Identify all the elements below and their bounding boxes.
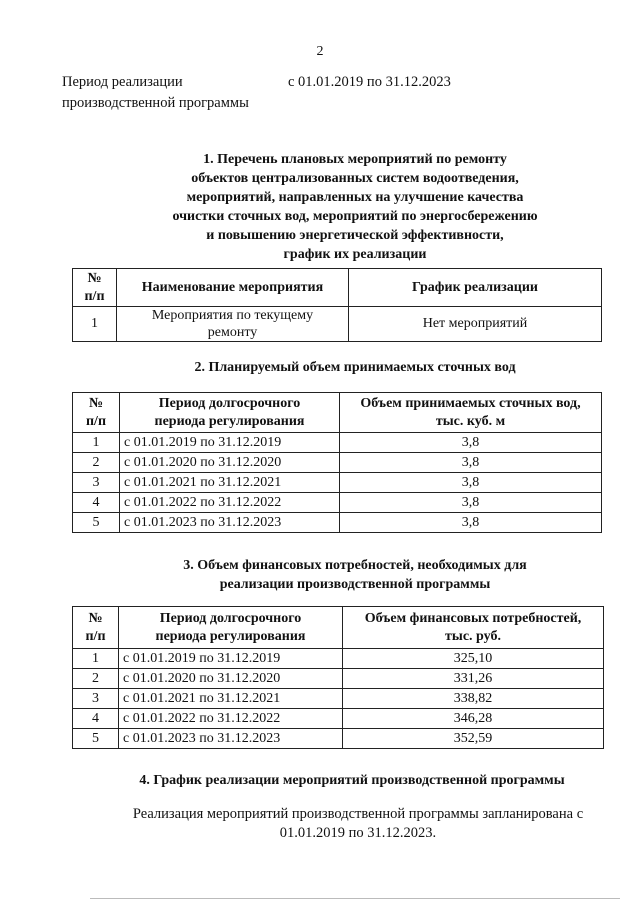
table-header-row — [73, 393, 602, 433]
header-num-line2: п/п — [85, 413, 107, 429]
section1-title-line: и повышению энергетической эффективности, — [206, 228, 504, 243]
header-num-line2: п/п — [85, 628, 106, 644]
period-label-line1: Период реализации — [62, 74, 183, 90]
cell-name — [117, 307, 349, 342]
cell-name-line1: Мероприятия по текущему — [151, 308, 314, 323]
cell-value: 3,8 — [340, 493, 602, 513]
cell-num: 2 — [73, 453, 120, 473]
section1-title-line: очистки сточных вод, мероприятий по энергосбережению — [172, 209, 538, 224]
header-value — [340, 393, 602, 433]
section4-text — [108, 805, 608, 843]
table-row — [73, 307, 602, 342]
section2-title: 2. Планируемый объем принимаемых сточных вод — [194, 360, 516, 375]
header-period-line2: периода регулирования — [154, 413, 305, 429]
scan-edge-line — [90, 898, 620, 899]
header-schedule: График реализации — [349, 269, 602, 307]
header-num — [73, 393, 120, 433]
cell-schedule: Нет мероприятий — [349, 307, 602, 342]
header-period — [119, 607, 343, 649]
cell-value: 338,82 — [343, 689, 604, 709]
table-row — [73, 669, 604, 689]
cell-period: с 01.01.2019 по 31.12.2019 — [119, 649, 343, 669]
section1-title-line: мероприятий, направленных на улучшение качества — [186, 190, 524, 205]
section1-title — [60, 150, 640, 264]
header-name: Наименование мероприятия — [117, 269, 349, 307]
cell-num: 4 — [73, 709, 119, 729]
header-num-line1: № — [88, 610, 103, 626]
section3-table — [72, 606, 604, 749]
cell-num: 5 — [73, 513, 120, 533]
table-row — [73, 689, 604, 709]
section3-title-line1: 3. Объем финансовых потребностей, необходимых для — [183, 558, 527, 573]
header-num-line1: № — [87, 270, 102, 286]
header-period — [120, 393, 340, 433]
cell-period: с 01.01.2020 по 31.12.2020 — [119, 669, 343, 689]
cell-value: 3,8 — [340, 453, 602, 473]
cell-value: 325,10 — [343, 649, 604, 669]
cell-period: с 01.01.2021 по 31.12.2021 — [119, 689, 343, 709]
section4-text-line1: Реализация мероприятий производственной программы запланирована с — [132, 806, 584, 822]
cell-period: с 01.01.2023 по 31.12.2023 — [119, 729, 343, 749]
table-row — [73, 493, 602, 513]
cell-num: 3 — [73, 689, 119, 709]
section1-table — [72, 268, 602, 342]
cell-name-line2: ремонту — [207, 325, 258, 340]
table-header-row — [73, 269, 602, 307]
cell-period: с 01.01.2021 по 31.12.2021 — [120, 473, 340, 493]
header-period-line1: Период долгосрочного — [159, 610, 302, 626]
header-value-line1: Объем принимаемых сточных вод, — [360, 395, 581, 411]
period-label-line2: производственной программы — [62, 95, 249, 111]
cell-value: 3,8 — [340, 473, 602, 493]
header-value-line2: тыс. руб. — [445, 628, 501, 644]
cell-num: 1 — [73, 433, 120, 453]
page-number: 2 — [316, 44, 324, 59]
cell-period: с 01.01.2020 по 31.12.2020 — [120, 453, 340, 473]
header-value — [343, 607, 604, 649]
cell-period: с 01.01.2022 по 31.12.2022 — [119, 709, 343, 729]
cell-num: 1 — [73, 649, 119, 669]
section3-title-line2: реализации производственной программы — [219, 577, 491, 592]
cell-period: с 01.01.2023 по 31.12.2023 — [120, 513, 340, 533]
cell-num: 3 — [73, 473, 120, 493]
cell-period: с 01.01.2022 по 31.12.2022 — [120, 493, 340, 513]
section1-title-line: 1. Перечень плановых мероприятий по ремонту — [203, 152, 507, 167]
section3-title — [60, 556, 640, 594]
header-num — [73, 269, 117, 307]
cell-num: 2 — [73, 669, 119, 689]
cell-value: 3,8 — [340, 513, 602, 533]
section1-title-line: график их реализации — [283, 247, 427, 262]
cell-value: 352,59 — [343, 729, 604, 749]
cell-num: 5 — [73, 729, 119, 749]
table-row — [73, 433, 602, 453]
section1-title-line: объектов централизованных систем водоотведения, — [191, 171, 519, 186]
cell-period: с 01.01.2019 по 31.12.2019 — [120, 433, 340, 453]
header-num — [73, 607, 119, 649]
table-row — [73, 513, 602, 533]
period-value: с 01.01.2019 по 31.12.2023 — [288, 74, 451, 90]
section4-title: 4. График реализации мероприятий производственной программы — [139, 773, 565, 788]
cell-value: 346,28 — [343, 709, 604, 729]
table-row — [73, 473, 602, 493]
cell-value: 3,8 — [340, 433, 602, 453]
header-period-line1: Период долгосрочного — [158, 395, 301, 411]
header-num-line2: п/п — [84, 288, 105, 304]
table-row — [73, 453, 602, 473]
table-row — [73, 729, 604, 749]
header-value-line1: Объем финансовых потребностей, — [364, 610, 582, 626]
cell-value: 331,26 — [343, 669, 604, 689]
table-row — [73, 709, 604, 729]
cell-num: 4 — [73, 493, 120, 513]
period-label — [62, 72, 282, 114]
section4-text-line2: 01.01.2019 по 31.12.2023. — [279, 825, 437, 841]
header-num-line1: № — [88, 395, 104, 411]
header-value-line2: тыс. куб. м — [435, 413, 506, 429]
header-period-line2: периода регулирования — [155, 628, 306, 644]
cell-num: 1 — [73, 307, 117, 342]
table-header-row — [73, 607, 604, 649]
section2-table — [72, 392, 602, 533]
table-row — [73, 649, 604, 669]
